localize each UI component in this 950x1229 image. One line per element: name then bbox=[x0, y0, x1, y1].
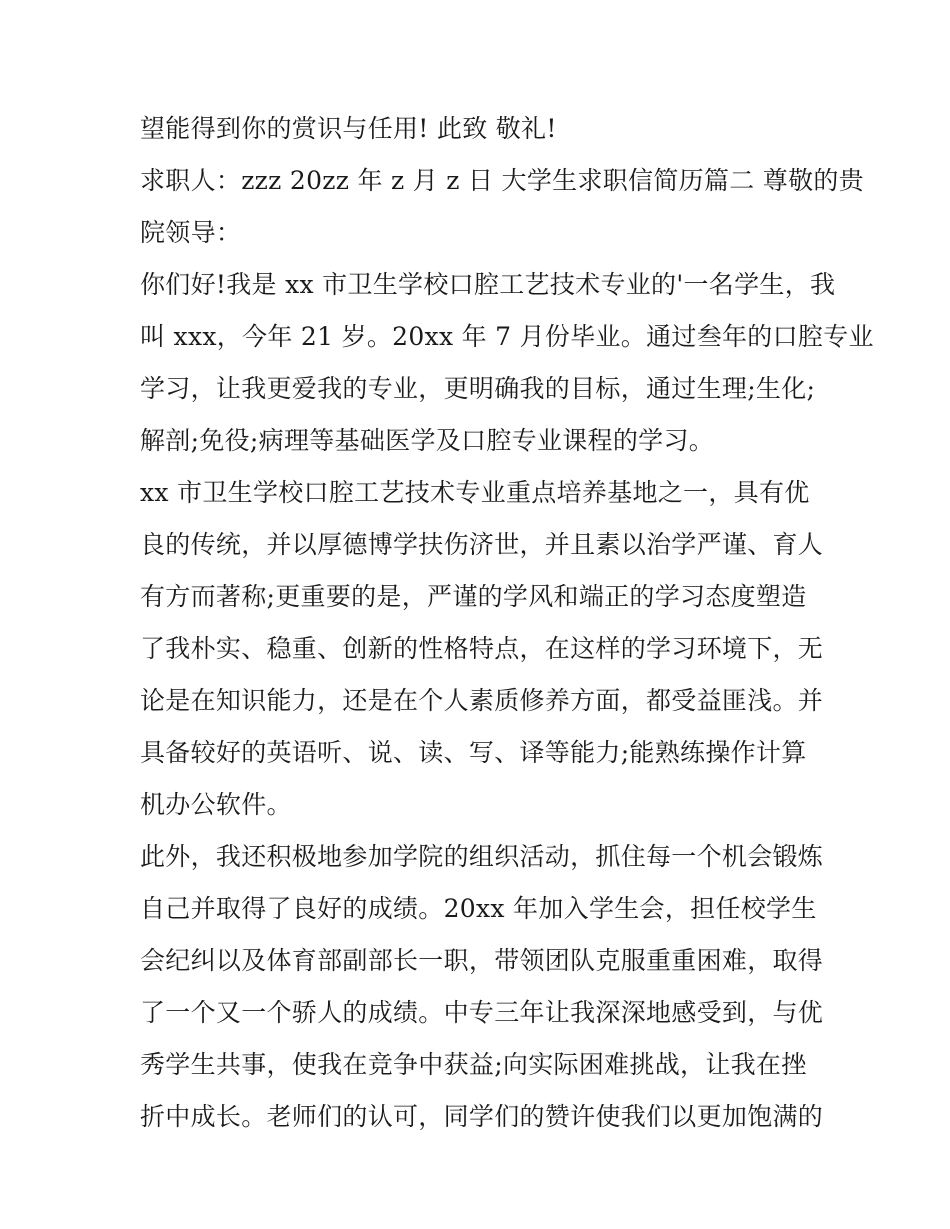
text-line: 机办公软件。 bbox=[140, 790, 292, 819]
text-line: 会纪纠以及体育部副部长一职，带领团队克服重重困难，取得 bbox=[140, 946, 824, 975]
text-line: 了一个又一个骄人的成绩。中专三年让我深深地感受到，与优 bbox=[140, 998, 824, 1027]
text-line: 良的传统，并以厚德博学扶伤济世，并且素以治学严谨、育人 bbox=[140, 530, 824, 559]
text-line: 秀学生共事，使我在竞争中获益;向实际困难挑战，让我在挫 bbox=[140, 1050, 807, 1079]
text-line: 自己并取得了良好的成绩。20xx 年加入学生会，担任校学生 bbox=[140, 894, 817, 923]
text-line: 折中成长。老师们的认可，同学们的赞许使我们以更加饱满的 bbox=[140, 1102, 824, 1131]
text-line: 求职人：zzz 20zz 年 z 月 z 日 大学生求职信简历篇二 尊敬的贵 bbox=[140, 166, 864, 195]
text-line: 望能得到你的赏识与任用! 此致 敬礼! bbox=[140, 114, 557, 143]
text-line: 论是在知识能力，还是在个人素质修养方面，都受益匪浅。并 bbox=[140, 686, 824, 715]
text-line: 具备较好的英语听、说、读、写、译等能力;能熟练操作计算 bbox=[140, 738, 807, 767]
text-line: 学习，让我更爱我的专业，更明确我的目标，通过生理;生化; bbox=[140, 374, 816, 403]
text-line: xx 市卫生学校口腔工艺技术专业重点培养基地之一，具有优 bbox=[140, 478, 810, 507]
text-line: 院领导： bbox=[140, 218, 242, 247]
text-line: 解剖;免役;病理等基础医学及口腔专业课程的学习。 bbox=[140, 426, 715, 455]
text-line: 了我朴实、稳重、创新的性格特点，在这样的学习环境下，无 bbox=[140, 634, 824, 663]
text-line: 你们好!我是 xx 市卫生学校口腔工艺技术专业的'一名学生，我 bbox=[140, 270, 836, 299]
text-line: 此外，我还积极地参加学院的组织活动，抓住每一个机会锻炼 bbox=[140, 842, 824, 871]
text-line: 有方而著称;更重要的是，严谨的学风和端正的学习态度塑造 bbox=[140, 582, 807, 611]
text-line: 叫 xxx，今年 21 岁。20xx 年 7 月份毕业。通过叁年的口腔专业 bbox=[140, 322, 874, 351]
